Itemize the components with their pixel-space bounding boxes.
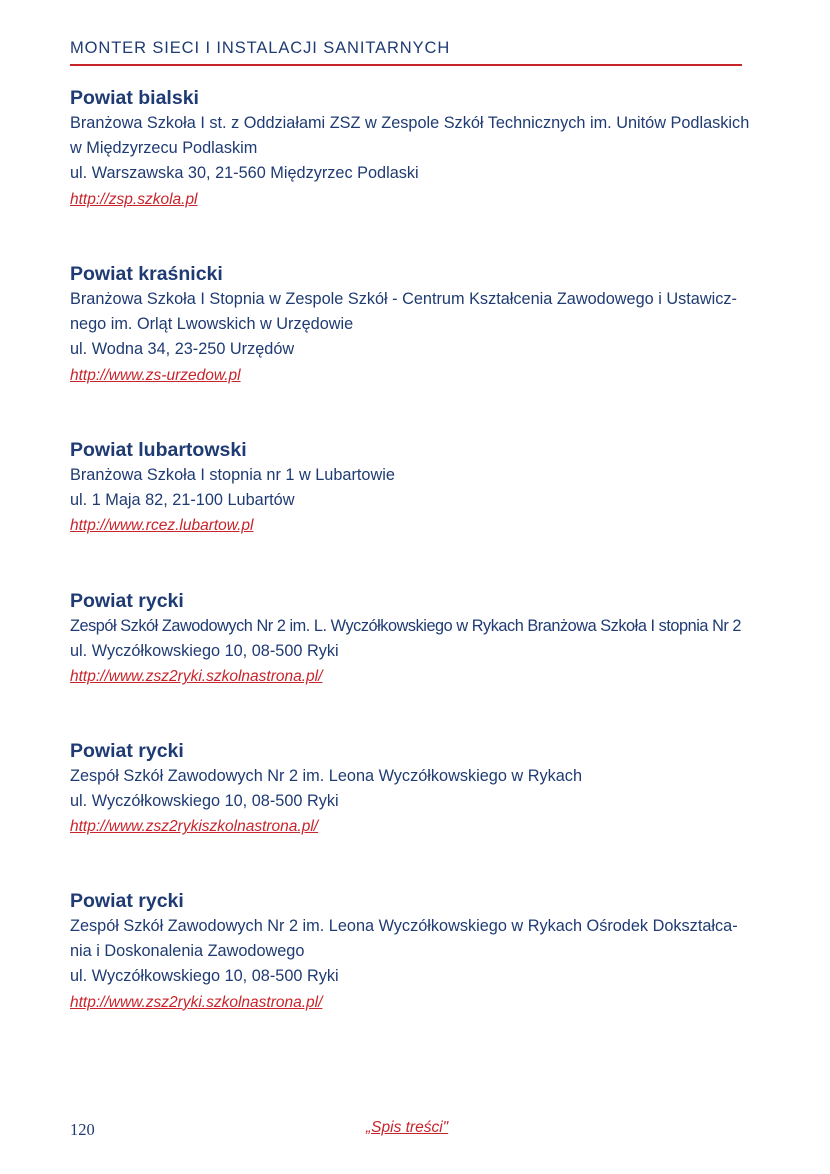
page-number: 120 (70, 1120, 95, 1139)
header-divider (70, 64, 742, 66)
website-link[interactable]: http://zsp.szkola.pl (70, 190, 198, 208)
website-link[interactable]: http://www.rcez.lubartow.pl (70, 517, 254, 535)
address-line: ul. 1 Maja 82, 21-100 Lubartów (70, 491, 295, 510)
list-item (70, 588, 750, 690)
school-name-line: nego im. Orląt Lwowskich w Urzędowie (70, 315, 354, 334)
address-line: ul. Wyczółkowskiego 10, 08-500 Ryki (70, 642, 339, 661)
list-item (70, 738, 750, 840)
entry-heading: Powiat kraśnicki (70, 263, 223, 285)
entry-heading: Powiat lubartowski (70, 439, 247, 461)
website-link[interactable]: http://www.zs-urzedow.pl (70, 366, 241, 384)
entry-heading: Powiat rycki (70, 740, 184, 762)
school-name-line: Zespół Szkół Zawodowych Nr 2 im. L. Wyczółkowskiego w Rykach Branżowa Szkoła I stopnia Nr 2 (70, 617, 742, 635)
list-item (70, 437, 750, 539)
school-name-line: Zespół Szkół Zawodowych Nr 2 im. Leona Wyczółkowskiego w Rykach Ośrodek Dokształca- (70, 917, 738, 935)
address-line: ul. Wodna 34, 23-250 Urzędów (70, 340, 295, 359)
list-item (70, 888, 750, 1015)
website-link[interactable]: http://www.zsz2rykiszkolnastrona.pl/ (70, 818, 319, 836)
school-name-line: Zespół Szkół Zawodowych Nr 2 im. Leona Wyczółkowskiego w Rykach (70, 767, 583, 785)
school-name-line: Branżowa Szkoła I Stopnia w Zespole Szkół - Centrum Kształcenia Zawodowego i Ustawicz- (70, 290, 737, 308)
entry-heading: Powiat rycki (70, 590, 184, 612)
website-link[interactable]: http://www.zsz2ryki.szkolnastrona.pl/ (70, 668, 323, 686)
list-item (70, 85, 750, 212)
school-name-line: nia i Doskonalenia Zawodowego (70, 942, 305, 961)
entry-heading: Powiat rycki (70, 890, 184, 912)
table-of-contents-link[interactable]: „Spis treści" (366, 1119, 449, 1136)
entry-heading: Powiat bialski (70, 87, 199, 109)
school-name-line: w Międzyrzecu Podlaskim (70, 139, 258, 158)
address-line: ul. Wyczółkowskiego 10, 08-500 Ryki (70, 967, 339, 986)
school-name-line: Branżowa Szkoła I st. z Oddziałami ZSZ w Zespole Szkół Technicznych im. Unitów Podlaskich (70, 114, 750, 132)
address-line: ul. Warszawska 30, 21-560 Międzyrzec Podlaski (70, 164, 419, 183)
school-name-line: Branżowa Szkoła I stopnia nr 1 w Lubartowie (70, 466, 395, 484)
running-header: MONTER SIECI I INSTALACJI SANITARNYCH (70, 39, 451, 57)
list-item (70, 261, 750, 388)
website-link[interactable]: http://www.zsz2ryki.szkolnastrona.pl/ (70, 993, 323, 1011)
address-line: ul. Wyczółkowskiego 10, 08-500 Ryki (70, 792, 339, 811)
